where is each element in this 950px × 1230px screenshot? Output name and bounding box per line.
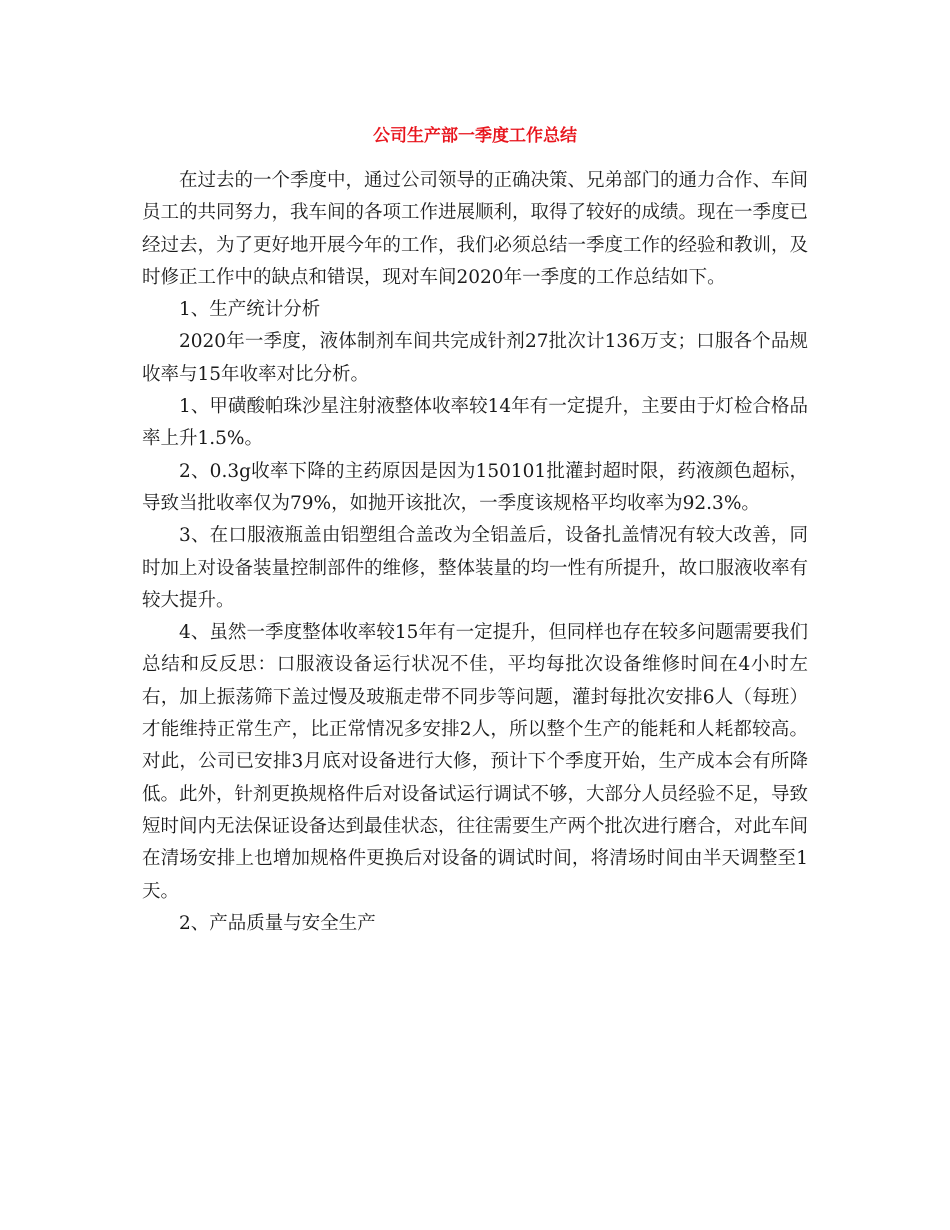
analysis-item-1: 1、甲磺酸帕珠沙星注射液整体收率较14年有一定提升，主要由于灯检合格品率上升1.5%。	[142, 396, 808, 450]
analysis-item-3: 3、在口服液瓶盖由铝塑组合盖改为全铝盖后，设备扎盖情况有较大改善，同时加上对设备装量控制部件的维修，整体装量的均一性有所提升，故口服液收率有较大提升。	[142, 525, 809, 611]
section-heading-quality-safety: 2、产品质量与安全生产	[179, 912, 376, 934]
analysis-item-4: 4、虽然一季度整体收率较15年有一定提升，但同样也存在较多问题需要我们总结和反反思：口服液设备运行状况不佳，平均每批次设备维修时间在4小时左右，加上振荡筛下盖过慢及玻瓶走带不同步等问题，灌封每批次安排6人（每班）才能维持正常生产，比正常情况多安排2人，所以整个生产的能耗和人耗都较高。对此，公司已安排3月底对设备进行大修，预计下个季度开始，生产成本会有所降低。此外，针剂更换规格件后对设备试运行调试不够，大部分人员经验不足，导致短时间内无法保证设备达到最佳状态，往往需要生产两个批次进行磨合，对此车间在清场安排上也增加规格件更换后对设备的调试时间，将清场时间由半天调整至1天。	[142, 622, 809, 902]
document-title: 公司生产部一季度工作总结	[373, 126, 577, 146]
intro-paragraph: 在过去的一个季度中，通过公司领导的正确决策、兄弟部门的通力合作、车间员工的共同努力，我车间的各项工作进展顺利，取得了较好的成绩。现在一季度已经过去，为了更好地开展今年的工作，我们必须总结一季度工作的经验和教训，及时修正工作中的缺点和错误，现对车间2020年一季度的工作总结如下。	[142, 170, 809, 288]
document-body	[142, 165, 808, 940]
production-summary-paragraph: 2020年一季度，液体制剂车间共完成针剂27批次计136万支；口服各个品规收率与15年收率对比分析。	[142, 331, 808, 385]
analysis-item-2: 2、0.3g收率下降的主药原因是因为150101批灌封超时限，药液颜色超标，导致当批收率仅为79%，如抛开该批次，一季度该规格平均收率为92.3%。	[142, 460, 808, 514]
section-heading-production-statistics: 1、生产统计分析	[179, 299, 321, 321]
